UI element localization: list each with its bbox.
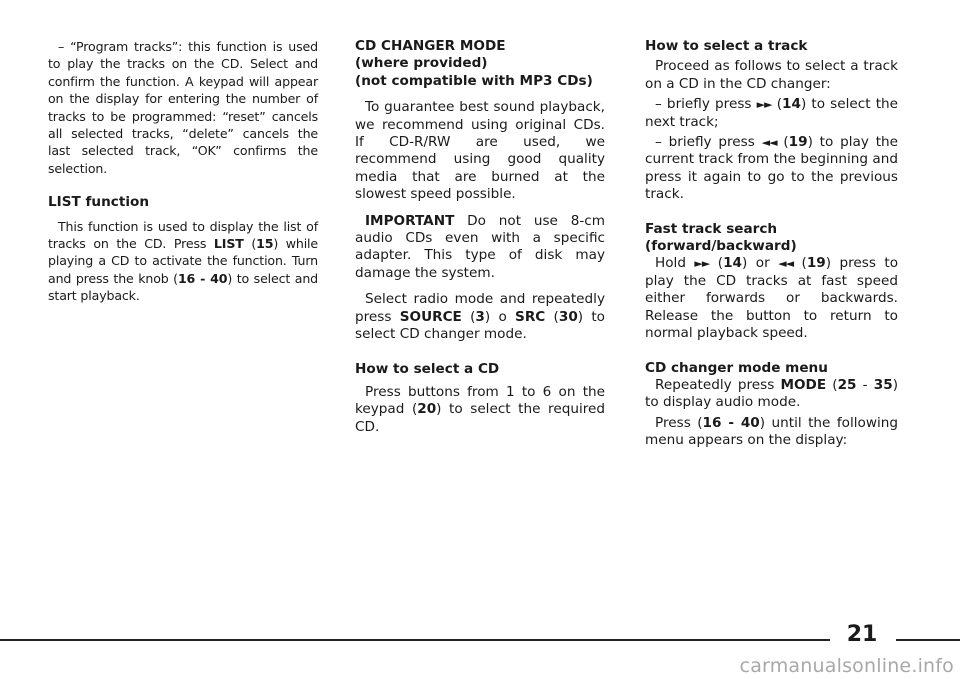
select-track-intro: Proceed as follows to select a track on a CD in the CD changer:	[645, 58, 898, 92]
cd-changer-subheading: (where provided)	[355, 55, 488, 72]
mode-menu-paragraph-2: Press (16 - 40) until the following menu appears on the display:	[645, 414, 898, 449]
select-track-heading: How to select a track	[645, 38, 808, 54]
important-label: IMPORTANT	[365, 212, 455, 229]
fast-search-paragraph: Hold ►► (14) or ◄◄ (19) press to play the CD tracks at fast speed either forwards or backwards. Release the button to return to normal playback speed.	[645, 255, 899, 342]
page-number: 21	[846, 622, 878, 647]
fast-forward-icon: ►►	[756, 98, 772, 112]
next-track-item: – briefly press ►► (14) to select the next track;	[645, 96, 899, 130]
select-cd-paragraph: Press buttons from 1 to 6 on the keypad (20) to select the required CD.	[355, 383, 605, 435]
middle-column	[355, 38, 605, 445]
list-function-heading: LIST function	[48, 194, 150, 211]
mode-menu-paragraph-1: Repeatedly press MODE (25 - 35) to display audio mode.	[645, 376, 898, 411]
cd-changer-heading: CD CHANGER MODE	[355, 38, 506, 54]
left-column	[48, 38, 318, 314]
footer-rule-left	[0, 639, 830, 641]
select-cd-heading: How to select a CD	[355, 360, 500, 377]
fast-forward-icon: ►►	[694, 257, 710, 271]
previous-track-item: – briefly press ◄◄ (19) to play the current track from the beginning and press it again to go to the previous track.	[645, 134, 898, 203]
fast-search-subheading: (forward/backward)	[645, 238, 797, 255]
rewind-icon: ◄◄	[761, 136, 777, 150]
fast-search-heading: Fast track search	[645, 220, 778, 237]
watermark: carmanualsonline.info	[739, 655, 954, 677]
footer-rule-right	[896, 639, 960, 641]
program-tracks-paragraph: – “Program tracks”: this function is used to play the tracks on the CD. Select and confirm the function. A keypad will appear on the display for entering the number of tracks to be programmed: “reset” cancels all selected tracks, “delete” cancels the last selected track, “OK” confirms the selection.	[48, 39, 318, 176]
right-column	[645, 38, 898, 459]
important-paragraph: IMPORTANT Do not use 8-cm audio CDs even with a specific adapter. This type of disk may damage the system.	[355, 212, 605, 281]
select-mode-paragraph: Select radio mode and repeatedly press SOURCE (3) o SRC (30) to select CD changer mode.	[355, 291, 605, 343]
cd-changer-note: (not compatible with MP3 CDs)	[355, 72, 593, 89]
mode-menu-heading: CD changer mode menu	[645, 359, 828, 376]
list-function-paragraph: This function is used to display the list of tracks on the CD. Press LIST (15) while playing a CD to activate the function. Turn and press the knob (16 - 40) to select and start playback.	[48, 218, 318, 304]
sound-playback-paragraph: To guarantee best sound playback, we recommend using original CDs. If CD-R/RW are used, we recommend using good quality media that are burned at the slowest speed possible.	[355, 99, 605, 203]
rewind-icon: ◄◄	[778, 257, 794, 271]
list-button-label: LIST	[213, 236, 244, 252]
